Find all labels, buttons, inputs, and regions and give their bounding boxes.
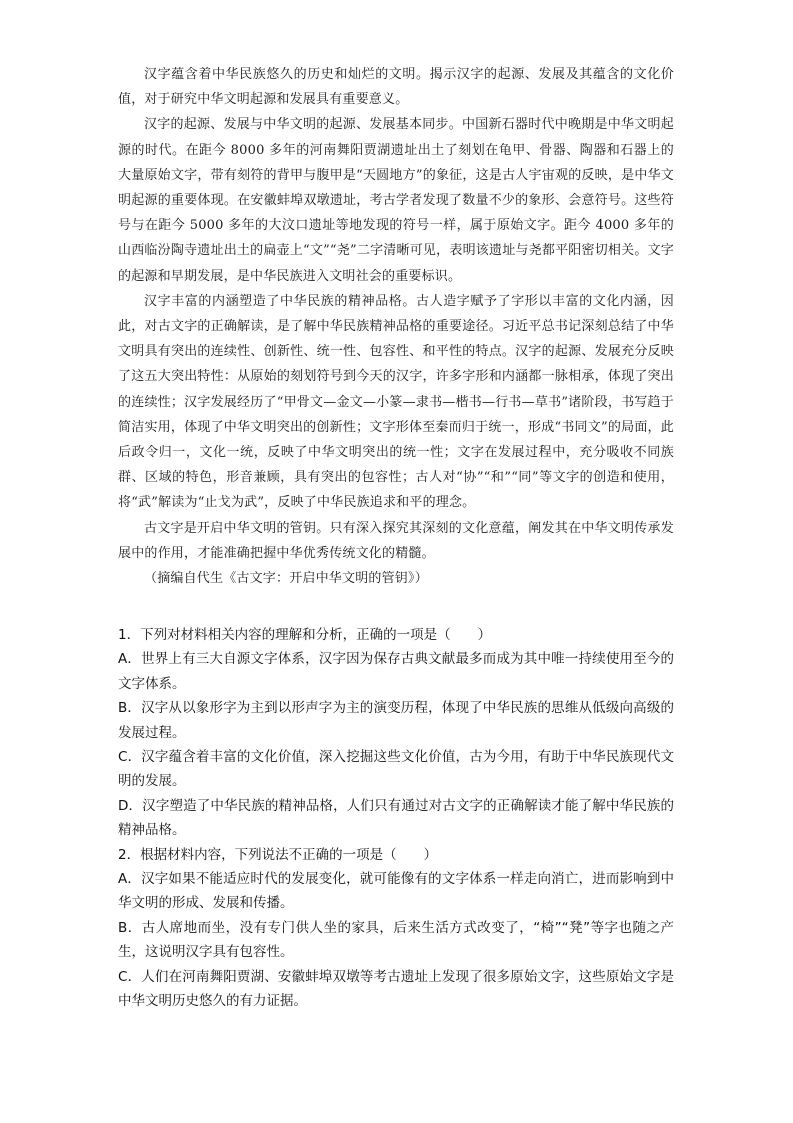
question-2-option-a: A．汉字如果不能适应时代的发展变化，就可能像有的文字体系一样走向消亡，进而影响到中华文明的形成、发展和传播。 — [118, 871, 674, 912]
question-1-option-c: C．汉字蕴含着丰富的文化价值，深入挖掘这些文化价值，古为今用，有助于中华民族现代文明的发展。 — [118, 749, 674, 790]
question-2-stem: 2．根据材料内容，下列说法不正确的一项是（ ） — [118, 846, 438, 863]
reading-passage — [118, 62, 674, 591]
passage-paragraph-2: 汉字的起源、发展与中华文明的起源、发展基本同步。中国新石器时代中晚期是中华文明起源的时代。在距今 8000 多年的河南舞阳贾湖遗址出土了刻划在龟甲、骨器、陶器和石器上的大量原始文字，带有刻符的背甲与腹甲是“天圆地方”的象征，这是古人宇宙观的反映，是中华文明起源的重要体现。在安徽蚌埠双墩遗址，考古学者发现了数量不少的象形、会意符号。这些符号与在距今 5000 多年的大汶口遗址等地发现的符号一样，属于原始文字。距今 4000 多年的山西临汾陶寺遗址出土的扁壶上“文”“尧”二字清晰可见，表明该遗址与尧都平阳密切相关。文字的起源和早期发展，是中华民族进入文明社会的重要标识。 — [118, 117, 674, 284]
question-list — [118, 623, 674, 1014]
question-2-option-b: B．古人席地而坐，没有专门供人坐的家具，后来生活方式改变了，“椅”“凳”等字也随之产生，这说明汉字具有包容性。 — [118, 919, 674, 961]
passage-paragraph-1: 汉字蕴含着中华民族悠久的历史和灿烂的文明。揭示汉字的起源、发展及其蕴含的文化价值，对于研究中华文明起源和发展具有重要意义。 — [118, 67, 674, 108]
question-1-option-b: B．汉字从以象形字为主到以形声字为主的演变历程，体现了中华民族的思维从低级向高级的发展过程。 — [118, 700, 674, 741]
passage-source: （摘编自代生《古文字：开启中华文明的管钥》） — [144, 571, 428, 587]
question-1-option-a: A．世界上有三大自源文字体系，汉字因为保存古典文献最多而成为其中唯一持续使用至今的文字体系。 — [118, 651, 674, 692]
passage-paragraph-4: 古文字是开启中华文明的管钥。只有深入探究其深刻的文化意蕴，阐发其在中华文明传承发展中的作用，才能准确把握中华优秀传统文化的精髓。 — [118, 520, 674, 561]
question-1-option-d: D．汉字塑造了中华民族的精神品格，人们只有通过对古文字的正确解读才能了解中华民族的精神品格。 — [118, 797, 674, 839]
question-1-stem: 1．下列对材料相关内容的理解和分析，正确的一项是（ ） — [118, 627, 492, 643]
question-2-option-c: C．人们在河南舞阳贾湖、安徽蚌埠双墩等考古遗址上发现了很多原始文字，这些原始文字是中华文明历史悠久的有力证据。 — [118, 968, 674, 1010]
passage-paragraph-3: 汉字丰富的内涵塑造了中华民族的精神品格。古人造字赋予了字形以丰富的文化内涵，因此，对古文字的正确解读，是了解中华民族精神品格的重要途径。习近平总书记深刻总结了中华文明具有突出的连续性、创新性、统一性、包容性、和平性的特点。汉字的起源、发展充分反映了这五大突出特性：从原始的刻划符号到今天的汉字，许多字形和内涵都一脉相承，体现了突出的连续性；汉字发展经历了“甲骨文—金文—小篆—隶书—楷书—行书—草书”诸阶段，书写趋于简洁实用，体现了中华文明突出的创新性；文字形体至秦而归于统一，形成“书同文”的局面，此后政令归一，文化一统，反映了中华文明突出的统一性；文字在发展过程中，充分吸收不同族群、区域的特色，形音兼顾，具有突出的包容性；古人对“协”“和”“同”等文字的创造和使用，将“武”解读为“止戈为武”，反映了中华民族追求和平的理念。 — [118, 293, 674, 511]
